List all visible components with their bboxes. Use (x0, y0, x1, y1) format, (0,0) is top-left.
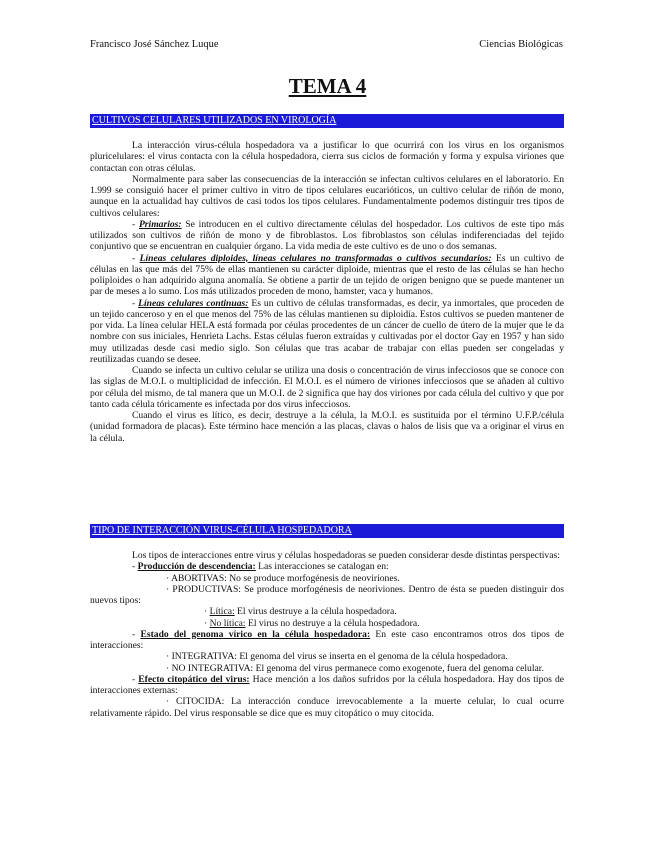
paragraph: Cuando se infecta un cultivo celular se utiliza una dosis o concentración de virus infecciosos que se conoce con las siglas de M.O.I. o multiplicidad de infección. El M.O.I. es el número de viriones infecciosos que se añaden al cultivo por célula del mismo, de tal manera que un M.O.I. de 2 significa que hay dos viriones por cada célula del cultivo y que por tanto cada célula tóricamente es infectada por dos virus infecciosos. (90, 365, 564, 410)
list-item-continuas: - Líneas celulares continuas: Es un cultivo de células transformadas, es decir, ya inmortales, que proceden de un tejido canceroso y en el que menos del 75% de las células mantienen su diploidía. Estos cultivos se pueden mantener de por vida. La línea celular HELA está formada por céulas procedentes de un cáncer de cuello de útero de la mujer que le da nombre con sus iniciales, Henrieta Lachs. Estas células fueron extraídas y cultivadas por el doctor Gay en 1957 y han sido muy utilizadas desde casi medio siglo. Son células que tras acabar de trabajar con ellas pueden ser congeladas y reutilizadas cuando se desee. (90, 297, 565, 365)
list-item-citocida: · CITOCIDA: La interacción conduce irrevocablemente a la muerte celular, lo cual ocurre relativamente rápido. Del virus responsable se dice que es muy citopático o muy citocida. (90, 696, 564, 719)
list-item-efecto: - Efecto citopático del virus: Hace mención a los daños sufridos por la célula hospedadora. Hay dos tipos de interacciones externas: (90, 673, 564, 696)
paragraph: Normalmente para saber las consecuencias de la interacción se infectan cultivos celulares en el laboratorio. En 1.999 se consiguió hacer el primer cultivo in vitro de tipos celulares eucarióticos, un cultivo celular de riñón de mono, aunque en la actualidad hay cultivos de casi todos los tipos celulares. Fundamentalmente podemos distinguir tres tipos de cultivos celulares: (90, 173, 564, 219)
list-item-nointegrativa: · NO INTEGRATIVA: El genoma del virus permanece como exogenote, fuera del genoma celular. (166, 662, 544, 674)
term-label: Líneas celulares continuas: (138, 297, 249, 309)
paragraph: La interacción virus-célula hospedadora va a justificar lo que ocurrirá con los virus en los organismos pluricelulares: el virus contacta con la célula hospedadora, cierra sus ciclos de formación y forma y expulsa viriones que contactan con otras células. (90, 140, 564, 174)
list-item-estado: - Estado del genoma vírico en la célula hospedadora: En este caso encontramos otros dos tipos de interacciones: (90, 628, 564, 651)
term-label: No lítica: (209, 617, 246, 629)
term-label: Efecto citopático del virus: (138, 673, 250, 685)
list-item-nolitica: · No lítica: El virus no destruye a la célula hospedadora. (204, 617, 420, 629)
section-body-cultivos (90, 140, 564, 444)
term-label: Lítica: (209, 606, 235, 618)
page-title: TEMA 4 (288, 74, 367, 98)
paragraph: Los tipos de interacciones entre virus y células hospedadoras se pueden considerar desde distintas perspectivas: (132, 550, 560, 561)
term-label: Líneas celulares diploides, líneas celulares no transformadas o cultivos secundarios: (139, 252, 492, 264)
list-item-diploides: - Líneas celulares diploides, líneas celulares no transformadas o cultivos secundarios: Es un cultivo de células en las que más del 75% de ellas mantienen su carácter diploide, mientras que el resto de las células se han hecho poliploides o han adquirido alguna anomalía. Se obtiene a partir de un tejido de origen benigno que se puede mantener un par de meses a lo sumo. Los más utilizados proceden de mono, hamster, vaca y humanos. (90, 252, 565, 298)
list-item-productivas: · PRODUCTIVAS: Se produce morfogénesis de neoriviones. Dentro de ésta se pueden distinguir dos nuevos tipos: (90, 583, 564, 606)
section-body-interaccion (90, 550, 564, 719)
paragraph: Cuando el virus es lítico, es decir, destruye a la célula, la M.O.I. es sustituida por el término U.F.P./célula (unidad formadora de placas). Este término hace mención a las placas, clavas o halos de lisis que va a originar el virus en la célula. (90, 410, 564, 444)
list-item-produccion: - Producción de descendencia: Las interacciones se catalogan en: (132, 561, 389, 573)
list-item-abortivas: · ABORTIVAS: No se produce morfogénesis de neoviriones. (166, 572, 400, 584)
term-label: Primarios: (138, 218, 182, 230)
term-label: Estado del genoma vírico en la célula hospedadora: (140, 628, 371, 640)
list-item-integrativa: · INTEGRATIVA: El genoma del virus se inserta en el genoma de la célula hospedadora. (166, 651, 508, 663)
list-item-litica: · Lítica: El virus destruye a la célula hospedadora. (204, 606, 397, 618)
term-label: Producción de descendencia: (137, 561, 256, 573)
section-heading-cultivos: CULTIVOS CELULARES UTILIZADOS EN VIROLOGÍA (90, 114, 564, 128)
list-item-primarios: - Primarios: Se introducen en el cultivo directamente células del hospedador. Los cultivos de este tipo más utilizados son cultivos de riñón de mono y de fibroblastos. Los fibroblastos son células indiferenciadas del tejido conjuntivo que se encuentran en cualquier órgano. La vida media de este cultivo es de uno o dos semanas. (90, 218, 565, 253)
section-heading-interaccion: TIPO DE INTERACCIÓN VIRUS-CÉLULA HOSPEDADORA (90, 524, 564, 538)
header-subject: Ciencias Biológicas (479, 39, 563, 50)
header-author: Francisco José Sánchez Luque (90, 39, 219, 50)
